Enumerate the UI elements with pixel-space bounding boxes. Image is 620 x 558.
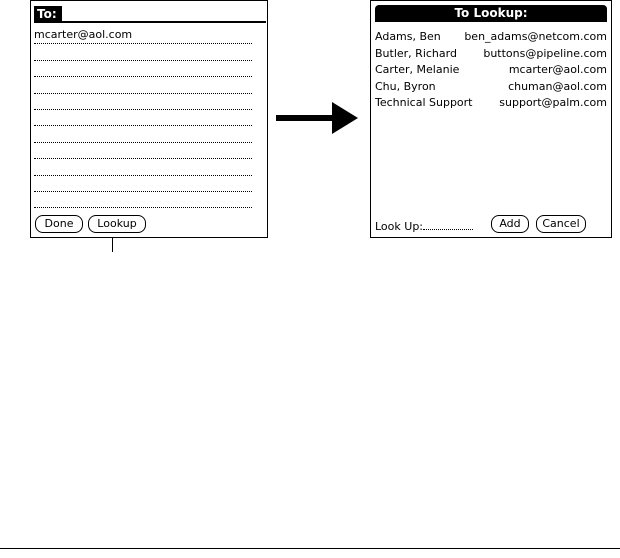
memo-line[interactable]: mcarter@aol.com bbox=[34, 28, 252, 44]
lookup-footer bbox=[375, 217, 473, 235]
to-header bbox=[34, 6, 266, 23]
contact-email: buttons@pipeline.com bbox=[483, 46, 607, 60]
contact-row[interactable] bbox=[375, 62, 607, 79]
contact-name: Chu, Byron bbox=[375, 79, 436, 93]
memo-line[interactable] bbox=[34, 44, 252, 60]
lookup-screen bbox=[370, 0, 612, 238]
memo-line[interactable] bbox=[34, 126, 252, 142]
add-button[interactable]: Add bbox=[491, 215, 529, 233]
arrow-shaft bbox=[276, 115, 334, 121]
contact-row[interactable] bbox=[375, 29, 607, 46]
page-divider bbox=[0, 548, 620, 549]
arrow-head bbox=[332, 102, 358, 134]
cancel-button[interactable]: Cancel bbox=[536, 215, 586, 233]
contact-email: chuman@aol.com bbox=[508, 79, 607, 93]
contact-email: support@palm.com bbox=[499, 96, 607, 109]
contact-row[interactable] bbox=[375, 95, 607, 112]
to-underline bbox=[62, 21, 266, 23]
contact-name: Carter, Melanie bbox=[375, 63, 460, 76]
memo-lines[interactable] bbox=[34, 28, 252, 208]
memo-line[interactable] bbox=[34, 192, 252, 208]
memo-line[interactable] bbox=[34, 77, 252, 93]
lookup-input[interactable] bbox=[423, 217, 473, 230]
memo-line[interactable] bbox=[34, 159, 252, 175]
lookup-title: To Lookup: bbox=[375, 5, 607, 22]
contact-row[interactable] bbox=[375, 79, 607, 96]
to-label: To: bbox=[34, 6, 62, 23]
contact-name: Butler, Richard bbox=[375, 46, 457, 60]
contact-row[interactable] bbox=[375, 46, 607, 63]
to-field-screen bbox=[30, 0, 268, 238]
memo-line[interactable] bbox=[34, 110, 252, 126]
memo-line[interactable] bbox=[34, 61, 252, 77]
memo-line[interactable] bbox=[34, 176, 252, 192]
lookup-callout-line bbox=[112, 238, 113, 252]
lookup-label: Look Up: bbox=[375, 220, 424, 233]
memo-line[interactable] bbox=[34, 143, 252, 159]
done-button[interactable]: Done bbox=[35, 215, 83, 233]
contact-email: mcarter@aol.com bbox=[508, 63, 607, 76]
contact-name: Technical Support bbox=[375, 96, 473, 109]
lookup-button[interactable]: Lookup bbox=[88, 215, 146, 233]
contact-email: ben_adams@netcom.com bbox=[464, 30, 607, 43]
contact-name: Adams, Ben bbox=[375, 30, 441, 43]
contact-list[interactable] bbox=[375, 29, 607, 112]
memo-line[interactable] bbox=[34, 94, 252, 110]
